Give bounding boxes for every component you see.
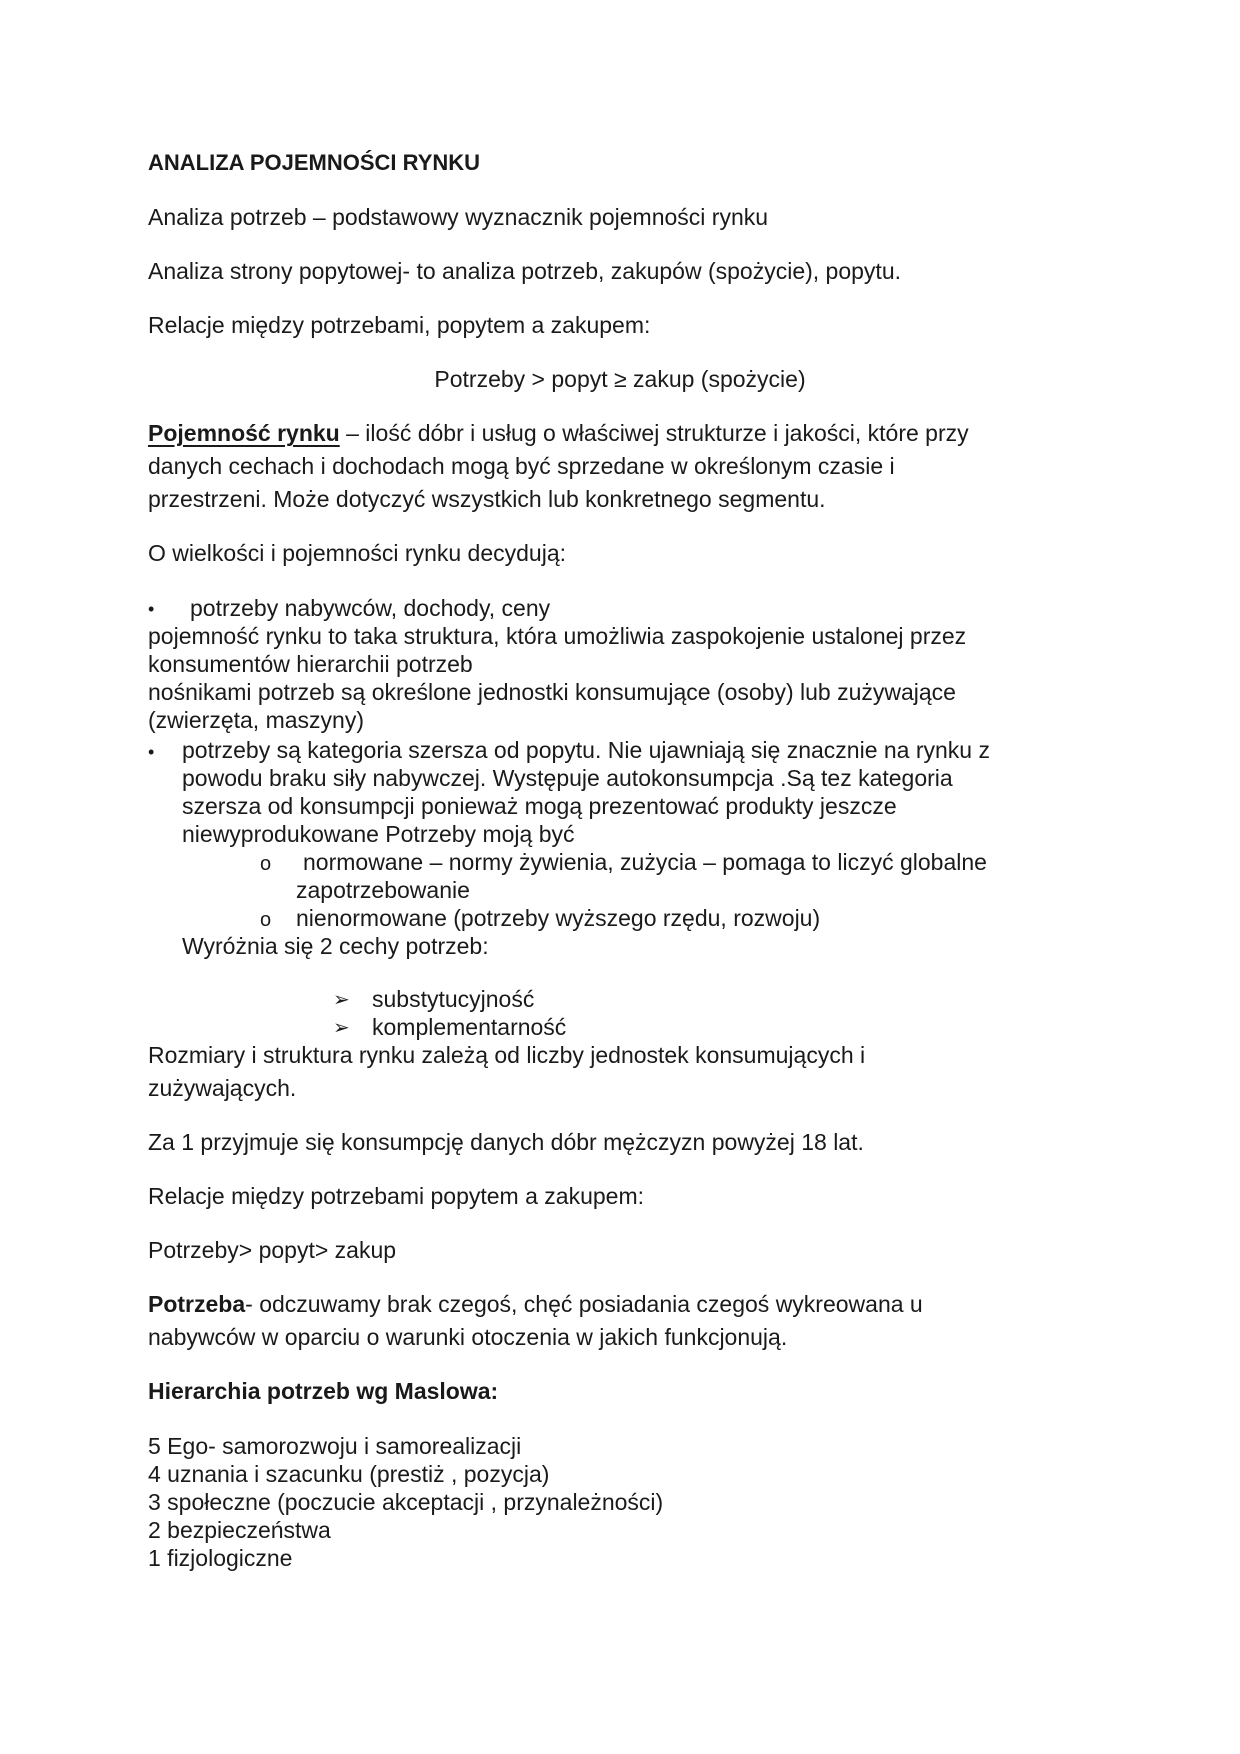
market-size-line-2: zużywających. [148, 1075, 297, 1101]
arrow-bullet-icon: ➢ [333, 989, 350, 1011]
paragraph-needs-analysis: Analiza potrzeb – podstawowy wyznacznik pojemności rynku [148, 204, 769, 230]
paragraph-consumption-unit: Za 1 przyjmuje się konsumpcję danych dóbr mężczyzn powyżej 18 lat. [148, 1129, 864, 1155]
paragraph-relations-2: Relacje między potrzebami popytem a zakupem: [148, 1183, 645, 1209]
maslow-level: 3 społeczne (poczucie akceptacji , przynależności) [148, 1489, 664, 1515]
definition-text: – ilość dóbr i usług o właściwej strukturze i jakości, które przy [339, 420, 969, 446]
line-carriers-1: nośnikami potrzeb są określone jednostki konsumujące (osoby) lub zużywające [148, 679, 956, 705]
sub-item-1-line-2: zapotrzebowanie [296, 877, 470, 903]
formula-needs-demand: Potrzeby > popyt ≥ zakup (spożycie) [434, 366, 806, 392]
sub-item-1-line-1: normowane – normy żywienia, zużycia – pomaga to liczyć globalne [303, 849, 987, 875]
paragraph-market-size-factors: O wielkości i pojemności rynku decydują: [148, 540, 567, 566]
document-title: ANALIZA POJEMNOŚCI RYNKU [148, 150, 481, 175]
circle-bullet-icon: o [260, 853, 272, 875]
feature-item-1: substytucyjność [372, 986, 535, 1012]
maslow-level: 1 fizjologiczne [148, 1545, 293, 1571]
paragraph-relations: Relacje między potrzebami, popytem a zakupem: [148, 312, 651, 338]
line-capacity-1: pojemność rynku to taka struktura, która umożliwia zaspokojenie ustalonej przez [148, 623, 967, 649]
feature-item-2: komplementarność [372, 1014, 567, 1040]
formula-needs-demand-2: Potrzeby> popyt> zakup [148, 1237, 397, 1263]
bullet-icon: • [148, 742, 155, 762]
maslow-level: 2 bezpieczeństwa [148, 1517, 331, 1543]
need-definition-line-1 [148, 1290, 923, 1319]
features-intro: Wyróżnia się 2 cechy potrzeb: [182, 933, 489, 959]
line-capacity-2: konsumentów hierarchii potrzeb [148, 651, 473, 677]
definition-line-3: przestrzeni. Może dotyczyć wszystkich lub konkretnego segmentu. [148, 486, 826, 512]
arrow-bullet-icon: ➢ [333, 1017, 350, 1039]
bullet-item-2-line-3: szersza od konsumpcji ponieważ mogą prezentować produkty jeszcze [182, 793, 897, 819]
bullet-item-2-line-1: potrzeby są kategoria szersza od popytu. Nie ujawniają się znacznie na rynku z [182, 737, 990, 763]
line-carriers-2: (zwierzęta, maszyny) [148, 707, 364, 733]
definition-term: Pojemność rynku [148, 420, 340, 446]
need-term: Potrzeba [148, 1291, 246, 1317]
bullet-item-2-line-4: niewyprodukowane Potrzeby moją być [182, 821, 575, 847]
sub-item-2: nienormowane (potrzeby wyższego rzędu, rozwoju) [296, 905, 821, 931]
maslow-level: 4 uznania i szacunku (prestiż , pozycja) [148, 1461, 550, 1487]
maslow-level: 5 Ego- samorozwoju i samorealizacji [148, 1433, 522, 1459]
need-definition-text: - odczuwamy brak czegoś, chęć posiadania czegoś wykreowana u [245, 1291, 923, 1317]
bullet-item-1: potrzeby nabywców, dochody, ceny [190, 595, 551, 621]
maslow-heading: Hierarchia potrzeb wg Maslowa: [148, 1378, 499, 1404]
paragraph-demand-side: Analiza strony popytowej- to analiza potrzeb, zakupów (spożycie), popytu. [148, 258, 902, 284]
circle-bullet-icon: o [260, 909, 272, 931]
definition-line-1 [148, 419, 969, 448]
definition-line-2: danych cechach i dochodach mogą być sprzedane w określonym czasie i [148, 453, 895, 479]
market-size-line-1: Rozmiary i struktura rynku zależą od liczby jednostek konsumujących i [148, 1042, 866, 1068]
need-definition-line-2: nabywców w oparciu o warunki otoczenia w jakich funkcjonują. [148, 1324, 788, 1350]
bullet-icon: • [148, 599, 155, 619]
bullet-item-2-line-2: powodu braku siły nabywczej. Występuje autokonsumpcja .Są tez kategoria [182, 765, 953, 791]
